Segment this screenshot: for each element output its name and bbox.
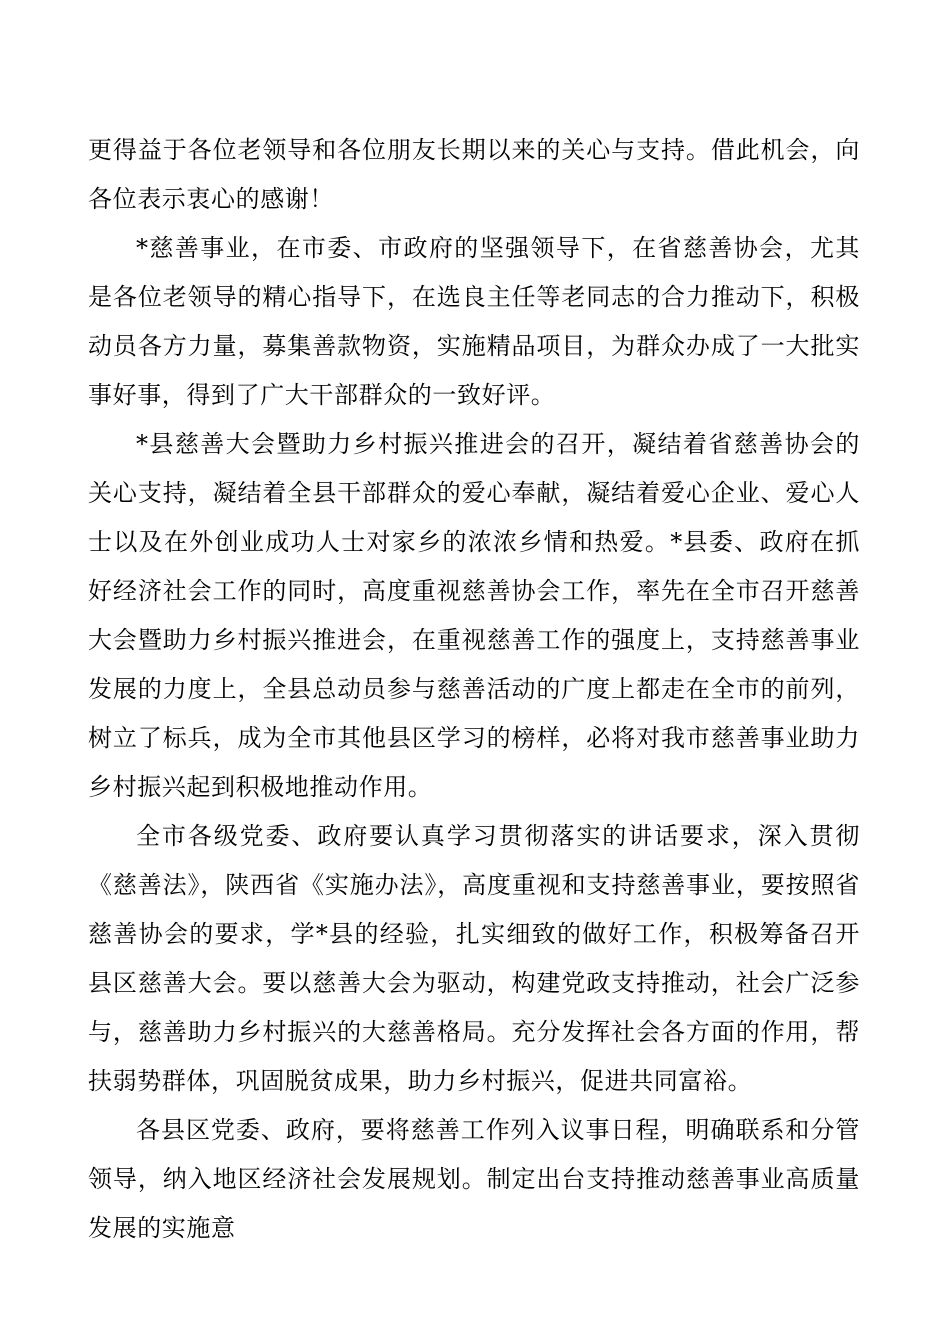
- paragraph-continuation: 更得益于各位老领导和各位朋友长期以来的关心与支持。借此机会，向各位表示衷心的感谢！: [88, 136, 860, 213]
- paragraph-county-agenda: 各县区党委、政府，要将慈善工作列入议事日程，明确联系和分管领导，纳入地区经济社会发展规划。制定出台支持推动慈善事业高质量发展的实施意: [88, 1116, 860, 1242]
- paragraph-county-conference: *县慈善大会暨助力乡村振兴推进会的召开，凝结着省慈善协会的关心支持，凝结着全县干部群众的爱心奉献，凝结着爱心企业、爱心人士以及在外创业成功人士对家乡的浓浓乡情和热爱。*县委、政府在抓好经济社会工作的同时，高度重视慈善协会工作，率先在全市召开慈善大会暨助力乡村振兴推进会，在重视慈善工作的强度上，支持慈善事业发展的力度上，全县总动员参与慈善活动的广度上都走在全市的前列，树立了标兵，成为全市其他县区学习的榜样，必将对我市慈善事业助力乡村振兴起到积极地推动作用。: [88, 430, 860, 801]
- document-body: [88, 126, 860, 1253]
- paragraph-city-requirements: 全市各级党委、政府要认真学习贯彻落实的讲话要求，深入贯彻《慈善法》，陕西省《实施办法》，高度重视和支持慈善事业，要按照省慈善协会的要求，学*县的经验，扎实细致的做好工作，积极筹备召开县区慈善大会。要以慈善大会为驱动，构建党政支持推动，社会广泛参与，慈善助力乡村振兴的大慈善格局。充分发挥社会各方面的作用，帮扶弱势群体，巩固脱贫成果，助力乡村振兴，促进共同富裕。: [88, 822, 860, 1095]
- paragraph-charity-cause: *慈善事业，在市委、市政府的坚强领导下，在省慈善协会，尤其是各位老领导的精心指导下，在选良主任等老同志的合力推动下，积极动员各方力量，募集善款物资，实施精品项目，为群众办成了一大批实事好事，得到了广大干部群众的一致好评。: [88, 234, 860, 409]
